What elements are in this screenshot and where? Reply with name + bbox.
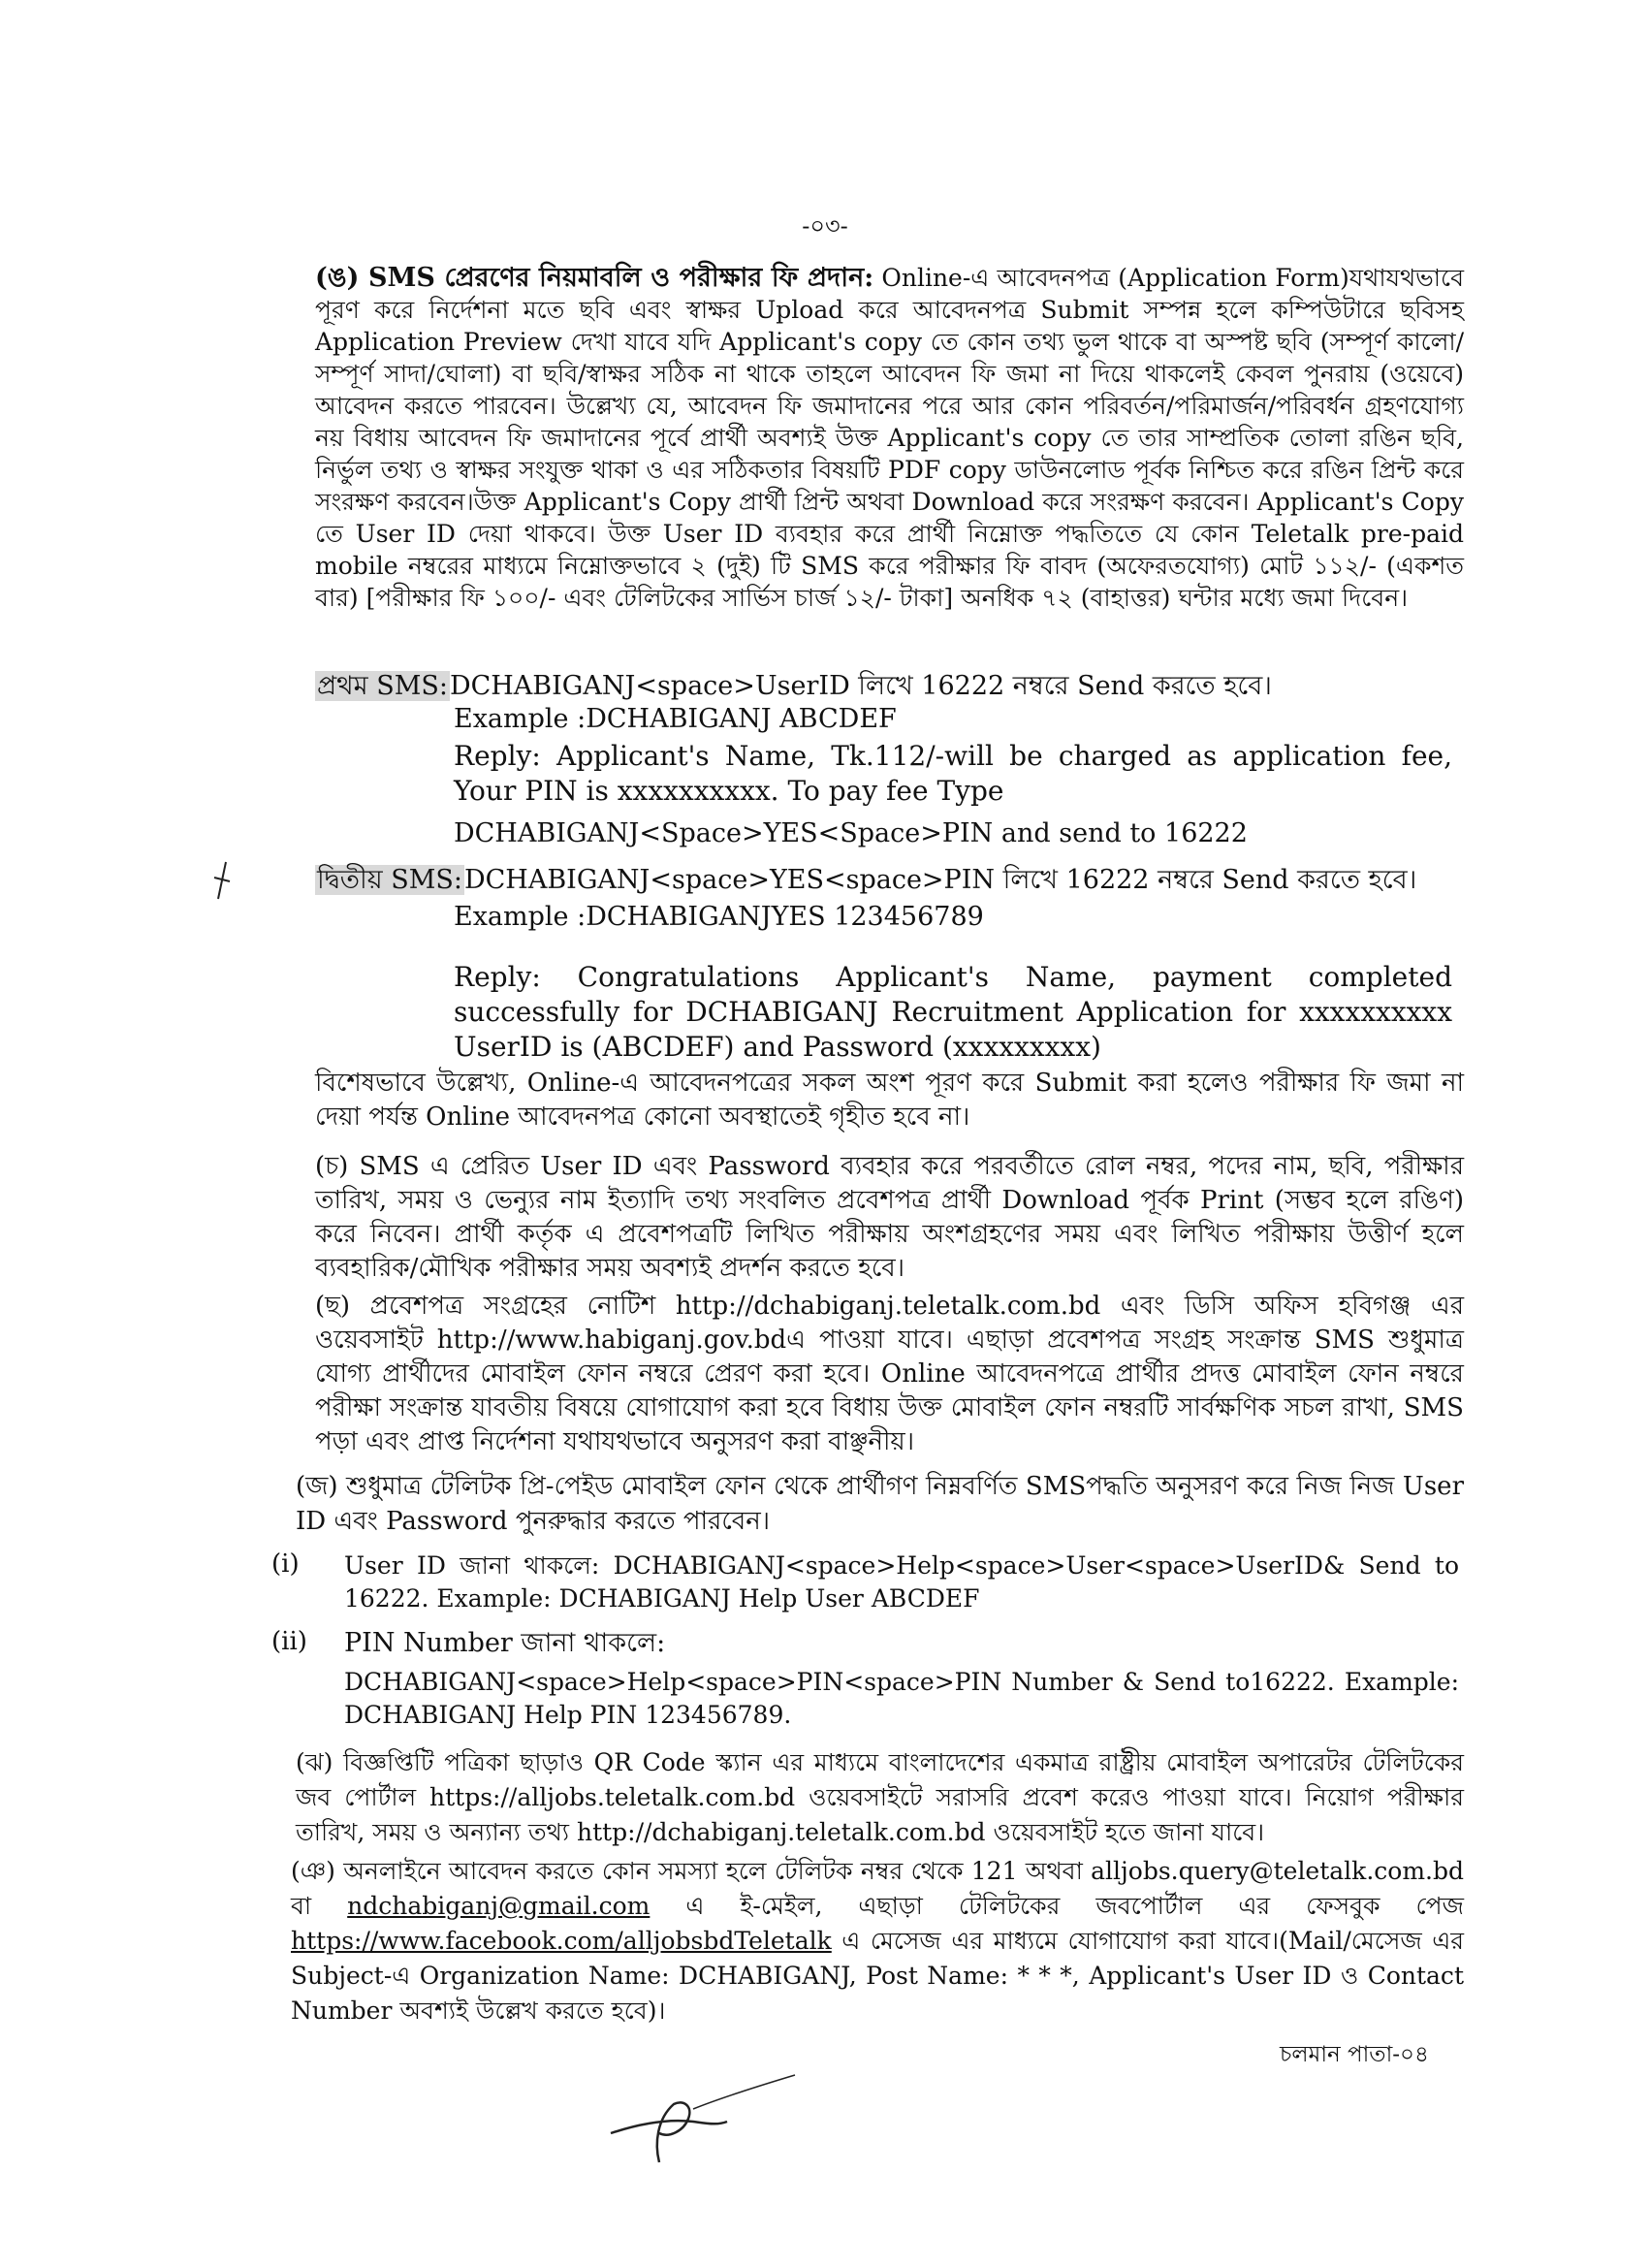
sms2-text: DCHABIGANJ<space>YES<space>PIN লিখে 16222 নম্বরে Send করতে হবে। (463, 865, 1417, 895)
sms2-reply: Reply: Congratulations Applicant's Name, payment completed successfully for DCHABIGANJ Recruitment Application for xxxxxxxxxx UserID is (ABCDEF) and Password (xxxxxxxxx) (454, 961, 1452, 1063)
section-cha: (চ) SMS এ প্রেরিত User ID এবং Password ব্যবহার করে পরবর্তীতে রোল নম্বর, পদের নাম, ছবি, পরীক্ষার তারিখ, সময় ও ভেন্যুর নাম ইত্যাদি তথ্য সংবলিত প্রবেশপত্র প্রার্থী Download পূর্বক Print (সম্ভব হলে রঙিণ) করে নিবেন। প্রার্থী কর্তৃক এ প্রবেশপত্রটি লিখিত পরীক্ষায় অংশগ্রহণের সময় এবং লিখিত পরীক্ষায় উত্তীর্ণ হলে ব্যবহারিক/মৌখিক পরীক্ষার সময় অবশ্যই প্রদর্শন করতে হবে। (315, 1152, 1464, 1283)
sms2-example: Example :DCHABIGANJYES 123456789 (454, 902, 984, 932)
section-jha: (ঝ) বিজ্ঞপ্তিটি পত্রিকা ছাড়াও QR Code স্ক্যান এর মাধ্যমে বাংলাদেশের একমাত্র রাষ্ট্রীয় মোবাইল অপারেটর টেলিটকের জব পোর্টাল https://alljobs.teletalk.com.bd ওয়েবসাইটে সরাসরি প্রবেশ করেও পাওয়া যাবে। নিয়োগ পরীক্ষার তারিখ, সময় ও অন্যান্য তথ্য http://dchabiganj.teletalk.com.bd ওয়েবসাইট হতে জানা যাবে। (296, 1748, 1464, 1846)
sms1-line (315, 669, 1272, 704)
item-i-number: (i) (271, 1549, 300, 1579)
sms1-example: Example :DCHABIGANJ ABCDEF (454, 704, 897, 734)
sms1-tag: প্রথম SMS: (317, 671, 448, 701)
item-ii-text: DCHABIGANJ<space>Help<space>PIN<space>PIN Number & Send to16222. Example: DCHABIGANJ Help PIN 123456789. (344, 1668, 1459, 1729)
section-uo-body: Online-এ আবেদনপত্র (Application Form)যথাযথভাবে পূরণ করে নির্দেশনা মতে ছবি এবং স্বাক্ষর Upload করে আবেদনপত্র Submit সম্পন্ন হলে কম্পিউটারে ছবিসহ Application Preview দেখা যাবে যদি Applicant's copy তে কোন তথ্য ভুল থাকে বা অস্পষ্ট ছবি (সম্পূর্ণ কালো/সম্পূর্ণ সাদা/ঘোলা) বা ছবি/স্বাক্ষর সঠিক না থাকে তাহলে আবেদন ফি জমা না দিয়ে থাকলেই কেবল পুনরায় (ওয়েবে) আবেদন করতে পারবেন। উল্লেখ্য যে, আবেদন ফি জমাদানের পরে আর কোন পরিবর্তন/পরিমার্জন/পরিবর্ধন গ্রহণযোগ্য নয় বিধায় আবেদন ফি জমাদানের পূর্বে প্রার্থী অবশ্যই উক্ত Applicant's copy তে তার সাম্প্রতিক তোলা রঙিন ছবি, নির্ভুল তথ্য ও স্বাক্ষর সংযুক্ত থাকা ও এর সঠিকতার বিষয়টি PDF copy ডাউনলোড পূর্বক নিশ্চিত করে রঙিন প্রিন্ট করে সংরক্ষণ করবেন।উক্ত Applicant's Copy প্রার্থী প্রিন্ট অথবা Download করে সংরক্ষণ করবেন। Applicant's Copy তে User ID দেয়া থাকবে। উক্ত User ID ব্যবহার করে প্রার্থী নিম্নোক্ত পদ্ধতিতে যে কোন Teletalk pre-paid mobile নম্বরের মাধ্যমে নিম্নোক্তভাবে ২ (দুই) টি SMS করে পরীক্ষার ফি বাবদ (অফেরতযোগ্য) মোট ১১২/- (একশত বার) [পরীক্ষার ফি ১০০/- এবং টেলিটকের সার্ভিস চার্জ ১২/- টাকা] অনধিক ৭২ (বাহাত্তর) ঘন্টার মধ্যে জমা দিবেন। (315, 264, 1464, 612)
item-ii-number: (ii) (271, 1627, 307, 1656)
item-ii-title: PIN Number জানা থাকলে: (344, 1628, 666, 1658)
section-ja: (জ) শুধুমাত্র টেলিটক প্রি-পেইড মোবাইল ফোন থেকে প্রার্থীগণ নিম্নবর্ণিত SMSপদ্ধতি অনুসরণ করে নিজ নিজ User ID এবং Password পুনরুদ্ধার করতে পারবেন। (296, 1472, 1464, 1536)
section-chha: (ছ) প্রবেশপত্র সংগ্রহের নোটিশ http://dchabiganj.teletalk.com.bd এবং ডিসি অফিস হবিগঞ্জ এর ওয়েবসাইট http://www.habiganj.gov.bdএ পাওয়া যাবে। এছাড়া প্রবেশপত্র সংগ্রহ সংক্রান্ত SMS শুধুমাত্র যোগ্য প্রার্থীদের মোবাইল ফোন নম্বরে প্রেরণ করা হবে। Online আবেদনপত্রে প্রার্থীর প্রদত্ত মোবাইল ফোন নম্বরে পরীক্ষা সংক্রান্ত যাবতীয় বিষয়ে যোগাযোগ করা হবে বিধায় উক্ত মোবাইল ফোন নম্বরটি সার্বক্ষণিক সচল রাখা, SMS পড়া এবং প্রাপ্ত নির্দেশনা যথাযথভাবে অনুসরণ করা বাঞ্ছনীয়। (315, 1292, 1464, 1456)
sms1-reply: Reply: Applicant's Name, Tk.112/-will be charged as application fee, Your PIN is xxxxxxxxxx. To pay fee Type (454, 740, 1452, 807)
sms2-line (315, 863, 1416, 898)
section-nya-c: এ মেসেজ এর মাধ্যমে যোগাযোগ করা যাবে।(Mail/মেসেজ এর Subject-এ Organization Name: DCHABIGANJ, Post Name: * * *, Applicant's User ID ও Contact Number অবশ্যই উল্লেখ করতে হবে)। (291, 1927, 1464, 2025)
continued-page-note: চলমান পাতা-০৪ (1280, 2042, 1429, 2067)
facebook-link[interactable]: https://www.facebook.com/alljobsbdTeletalk (291, 1927, 832, 1955)
email-link[interactable]: ndchabiganj@gmail.com (347, 1892, 650, 1920)
section-nya (291, 1854, 1464, 2028)
note-paragraph: বিশেষভাবে উল্লেখ্য, Online-এ আবেদনপত্রের সকল অংশ পূরণ করে Submit করা হলেও পরীক্ষার ফি জমা না দেয়া পর্যন্ত Online আবেদনপত্র কোনো অবস্থাতেই গৃহীত হবে না। (315, 1069, 1464, 1132)
section-nya-b: এ ই-মেইল, এছাড়া টেলিটকের জবপোর্টাল এর ফেসবুক পেজ (685, 1892, 1464, 1920)
sms1-text: DCHABIGANJ<space>UserID লিখে 16222 নম্বরে Send করতে হবে। (449, 671, 1272, 701)
page-number: -০৩- (802, 212, 848, 240)
section-uo-heading: (ঙ) SMS প্রেরণের নিয়মাবলি ও পরীক্ষার ফি প্রদান: (315, 263, 874, 293)
item-i-text: User ID জানা থাকলে: DCHABIGANJ<space>Help<space>User<space>UserID& Send to 16222. Example: DCHABIGANJ Help User ABCDEF (344, 1551, 1459, 1613)
sms1-reply-2: DCHABIGANJ<Space>YES<Space>PIN and send to 16222 (454, 818, 1248, 848)
section-uo (315, 262, 1464, 614)
sms2-tag: দ্বিতীয় SMS: (317, 865, 462, 895)
margin-mark (208, 858, 238, 907)
signature-graphic (601, 2065, 805, 2172)
section-nya-a: (ঞ) অনলাইনে আবেদন করতে কোন সমস্যা হলে টেলিটক নম্বর থেকে 121 অথবা alljobs.query@teletalk.com.bd বা (291, 1857, 1464, 1920)
